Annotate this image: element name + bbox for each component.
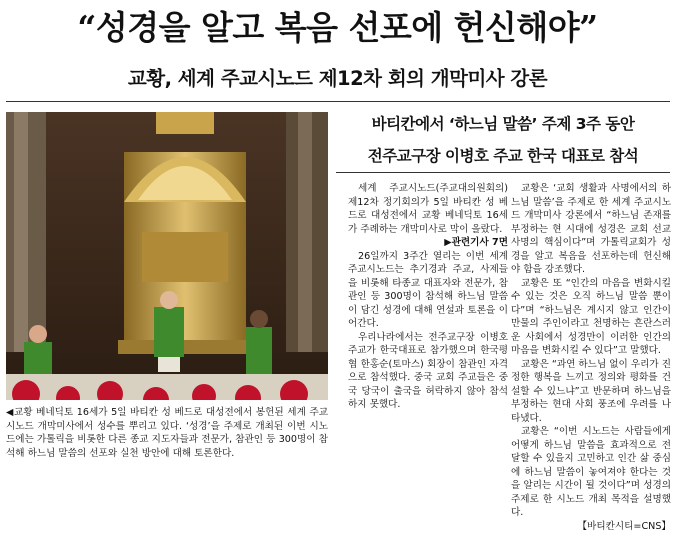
paragraph: 우리나라에서는 전주교구장 이병호 주교가 한국대표로 참가했으며 한국평협 한홍순(토마스) 회장이 참관인 자격으로 참석했다. 중국 교회 주교들은 중국 당국이 출국을 허락하지 않아 참석하지 못했다. — [348, 331, 508, 412]
side-title-1: 바티칸에서 ‘하느님 말씀’ 주제 3주 동안 — [336, 113, 670, 135]
byline-credit: 【바티칸시티=CNS】 — [511, 520, 671, 533]
side-title-2: 전주교구장 이병호 주교 한국 대표로 참석 — [336, 145, 670, 167]
paragraph: 26일까지 3주간 열리는 이번 세계 주교시노드는 추기경과 주교, 사제들을 비롯해 타종교 대표자와 전문가, 참관인 등 300명이 참석해 하느님 말씀이 담긴 성경에 대해 연설과 토론을 이어간다. — [348, 250, 508, 331]
papal-mass-photo — [6, 112, 328, 400]
paragraph: 교황은 또 “인간의 마음을 변화시킬 수 있는 것은 오직 하느님 말씀 뿐이다”며 “하느님은 계시지 않고 인간이 만물의 주인이라고 천명하는 흔란스러운 사회에서 성경만이 이러한 인간의 마음을 변화시킬 수 있다”고 말했다. — [511, 277, 671, 358]
side-title-divider — [336, 172, 670, 173]
subheadline: 교황, 세계 주교시노드 제12차 회의 개막미사 강론 — [0, 66, 675, 92]
article-column-1 — [348, 182, 508, 412]
paragraph: 세계 주교시노드(주교대의원회의) 제12차 정기회의가 5일 바티칸 성 베드로 대성전에서 교황 베네딕토 16세가 주례하는 개막미사로 막이 올랐다. — [348, 182, 508, 236]
photo-caption: ◀교황 베네딕토 16세가 5일 바티칸 성 베드로 대성전에서 봉헌된 세계 주교시노드 개막미사에서 성수를 뿌리고 있다. ‘성경’을 주제로 개최된 이번 시노드에는 가톨릭을 비롯한 다른 종교 지도자들과 전문가, 참관인 등 300명이 참석해 하느님 말씀의 선포와 실천 방안에 대해 토론한다. — [6, 406, 328, 460]
paragraph: 교황은 “과연 하느님 없이 우리가 진정한 행복을 느끼고 정의와 평화를 건설할 수 있느냐”고 반문하며 하느님을 부정하는 현대 사회 풍조에 우려를 나타냈다. — [511, 358, 671, 426]
paragraph: 교황은 “이번 시노드는 사람들에게 어떻게 하느님 말씀을 효과적으로 전달할 수 있을지 고민하고 인간 삶 중심에 하느님 말씀이 놓여져야 한다는 것을 알리는 시간이 될 것이다”며 성경의 주제로 한 시노드 개최 목적을 설명했다. — [511, 425, 671, 520]
related-article-link[interactable]: ▶관련기사 7면 — [348, 236, 508, 250]
headline: “성경을 알고 복음 선포에 헌신해야” — [0, 6, 675, 50]
divider — [6, 101, 670, 102]
article-column-2 — [511, 182, 671, 533]
paragraph: 교황은 ‘교회 생활과 사명에서의 하느님 말씀’을 주제로 한 세계 주교시노드 개막미사 강론에서 “하느님 존재를 부정하는 현 시대에 성경은 교회 선교 사명의 핵심이다”며 가톨릭교회가 성경을 알고 복음을 선포하는데 헌신해야 함을 강조했다. — [511, 182, 671, 277]
